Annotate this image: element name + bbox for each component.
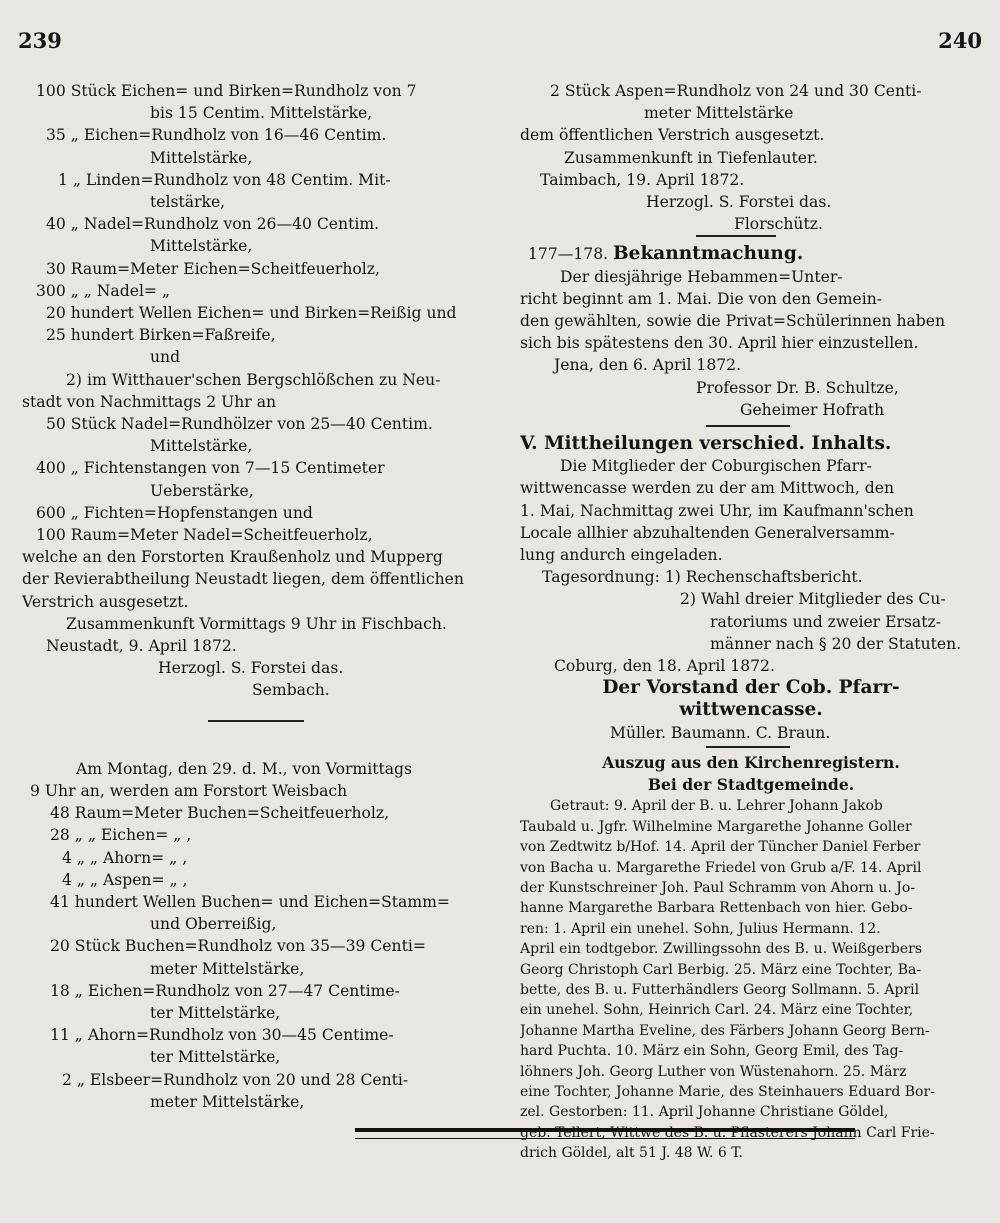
section-divider [208, 720, 304, 722]
text-line: 28 „ „ Eichen= „ , [50, 826, 192, 845]
board-title: Der Vorstand der Cob. Pfarr- [602, 677, 900, 699]
text-line: 4 „ „ Aspen= „ , [62, 870, 188, 889]
text-line: 2 Stück Aspen=Rundholz von 24 und 30 Centi- [550, 82, 922, 100]
text-line: Locale allhier abzuhaltenden Generalversamm- [520, 523, 895, 542]
notice-number: 177—178. [528, 245, 609, 264]
text-line: und [150, 348, 181, 367]
dateline: Taimbach, 19. April 1872. [540, 170, 745, 189]
signature-office: Herzogl. S. Forstei das. [646, 193, 832, 212]
text-line: meter Mittelstärke, [150, 1092, 305, 1111]
text-line: 18 „ Eichen=Rundholz von 27—47 Centime- [50, 981, 400, 1000]
text-line: 300 „ „ Nadel= „ [36, 281, 171, 300]
text-line: 1. Mai, Nachmittag zwei Uhr, im Kaufmann'schen [520, 501, 914, 520]
signature-name: Professor Dr. B. Schultze, [696, 378, 899, 397]
agenda-line: Tagesordnung: 1) Rechenschaftsbericht. [542, 568, 863, 587]
text-line: telstärke, [150, 193, 226, 212]
board-names: Müller. Baumann. C. Braun. [610, 723, 831, 742]
register-title: Auszug aus den Kirchenregistern. [602, 752, 900, 772]
dateline: Coburg, den 18. April 1872. [554, 657, 775, 676]
text-line: 41 hundert Wellen Buchen= und Eichen=Stamm= [50, 892, 450, 911]
agenda-line: ratoriums und zweier Ersatz- [710, 612, 941, 631]
text-line: ter Mittelstärke, [150, 1003, 281, 1022]
text-line: 25 hundert Birken=Faßreife, [46, 326, 276, 345]
text-line: 40 „ Nadel=Rundholz von 26—40 Centim. [46, 215, 380, 234]
text-line: bis 15 Centim. Mittelstärke, [150, 104, 373, 123]
text-line: richt beginnt am 1. Mai. Die von den Gemein- [520, 289, 883, 308]
register-line: zel. Gestorben: 11. April Johanne Christiane Göldel, [520, 1104, 889, 1121]
section-divider [696, 235, 776, 237]
register-line: löhners Joh. Georg Luther von Wüstenahorn. 25. März [520, 1063, 907, 1080]
register-line: Getraut: 9. April der B. u. Lehrer Johann Jakob [550, 798, 883, 815]
text-line: dem öffentlichen Verstrich ausgesetzt. [520, 126, 825, 145]
text-line: 100 Stück Eichen= und Birken=Rundholz von 7 [36, 82, 417, 100]
weisbach-auction-list [22, 758, 492, 1113]
text-line: Der diesjährige Hebammen=Unter- [560, 267, 843, 286]
text-line: 20 Stück Buchen=Rundholz von 35—39 Centi= [50, 937, 426, 956]
agenda-line: männer nach § 20 der Statuten. [710, 634, 962, 653]
text-line: und Oberreißig, [150, 915, 277, 934]
register-line: ren: 1. April ein unehel. Sohn, Julius Hermann. 12. [520, 920, 881, 937]
signature-office: Herzogl. S. Forstei das. [158, 659, 344, 678]
text-line: ter Mittelstärke, [150, 1048, 281, 1067]
page-number-right: 240 [938, 28, 982, 53]
closing-double-rule-thin [355, 1138, 855, 1139]
text-line: Zusammenkunft Vormittags 9 Uhr in Fischbach. [66, 614, 447, 633]
notice-heading [520, 243, 982, 265]
register-line: April ein todtgebor. Zwillingssohn des B. u. Weißgerbers [520, 941, 923, 958]
text-line: Zusammenkunft in Tiefenlauter. [564, 148, 818, 167]
text-line: 48 Raum=Meter Buchen=Scheitfeuerholz, [50, 804, 390, 823]
right-column [520, 80, 982, 1164]
text-line: 400 „ Fichtenstangen von 7—15 Centimeter [36, 459, 385, 478]
timber-auction-list [22, 80, 492, 702]
text-line: der Revierabtheilung Neustadt liegen, dem öffentlichen [22, 570, 464, 589]
closing-double-rule [355, 1128, 855, 1132]
dateline: Neustadt, 9. April 1872. [46, 637, 237, 656]
register-line: der Kunstschreiner Joh. Paul Schramm von Ahorn u. Jo- [520, 879, 916, 896]
text-line: Mittelstärke, [150, 437, 253, 456]
text-line: 11 „ Ahorn=Rundholz von 30—45 Centime- [50, 1026, 394, 1045]
text-line: 35 „ Eichen=Rundholz von 16—46 Centim. [46, 126, 387, 145]
register-line: Johanne Martha Eveline, des Färbers Johann Georg Bern- [520, 1022, 930, 1039]
text-line: sich bis spätestens den 30. April hier einzustellen. [520, 334, 919, 353]
text-line: Verstrich ausgesetzt. [22, 592, 189, 611]
text-line: 2) im Witthauer'schen Bergschlößchen zu Neu- [66, 370, 441, 389]
register-line: bette, des B. u. Futterhändlers Georg Sollmann. 5. April [520, 981, 920, 998]
text-line: Mittelstärke, [150, 237, 253, 256]
text-line: lung andurch eingeladen. [520, 546, 723, 565]
church-register-entries [520, 796, 982, 1163]
page-number-left: 239 [18, 28, 62, 53]
text-line: meter Mittelstärke [644, 104, 794, 123]
text-line: stadt von Nachmittags 2 Uhr an [22, 392, 277, 411]
text-line: Am Montag, den 29. d. M., von Vormittags [76, 759, 413, 778]
text-line: 9 Uhr an, werden am Forstort Weisbach [30, 781, 348, 800]
text-line: 20 hundert Wellen Eichen= und Birken=Reißig und [46, 304, 457, 323]
register-subtitle: Bei der Stadtgemeinde. [647, 775, 855, 795]
text-line: 600 „ Fichten=Hopfenstangen und [36, 503, 313, 522]
text-line: 30 Raum=Meter Eichen=Scheitfeuerholz, [46, 259, 380, 278]
register-line: hanne Margarethe Barbara Rettenbach von hier. Gebo- [520, 900, 913, 917]
text-line: den gewählten, sowie die Privat=Schülerinnen haben [520, 312, 946, 331]
register-line: von Zedtwitz b/Hof. 14. April der Tüncher Daniel Ferber [520, 839, 921, 856]
agenda-line: 2) Wahl dreier Mitglieder des Cu- [680, 590, 946, 609]
register-line: eine Tochter, Johanne Marie, des Steinhauers Eduard Bor- [520, 1083, 935, 1100]
text-line: 50 Stück Nadel=Rundhölzer von 25—40 Centim. [46, 415, 433, 434]
signature-name: Sembach. [252, 681, 330, 700]
text-line: 2 „ Elsbeer=Rundholz von 20 und 28 Centi- [62, 1070, 409, 1089]
aspen-auction-end [520, 80, 982, 235]
text-line: 100 Raum=Meter Nadel=Scheitfeuerholz, [36, 526, 373, 545]
text-line: Die Mitglieder der Coburgischen Pfarr- [560, 457, 872, 476]
register-line: ein unehel. Sohn, Heinrich Carl. 24. März eine Tochter, [520, 1002, 914, 1019]
text-line: 4 „ „ Ahorn= „ , [62, 848, 188, 867]
board-title: wittwencasse. [679, 699, 823, 721]
text-line: meter Mittelstärke, [150, 959, 305, 978]
text-line: welche an den Forstorten Kraußenholz und Mupperg [22, 548, 443, 567]
notice-title: Bekanntmachung. [613, 243, 804, 265]
register-line: von Bacha u. Margarethe Friedel von Grub a/F. 14. April [520, 859, 922, 876]
register-line: geb. Tellert, Wittwe des B. u. Pflasterers Johann Carl Frie- [520, 1124, 935, 1141]
signature-title: Geheimer Hofrath [740, 400, 885, 419]
signature-name: Florschütz. [734, 215, 823, 234]
text-line: Ueberstärke, [150, 481, 254, 500]
section-divider [706, 746, 790, 748]
text-line: wittwencasse werden zu der am Mittwoch, den [520, 479, 894, 498]
register-line: hard Puchta. 10. März ein Sohn, Georg Emil, des Tag- [520, 1043, 904, 1060]
left-column [22, 80, 492, 1113]
text-line: 1 „ Linden=Rundholz von 48 Centim. Mit- [58, 170, 391, 189]
dateline: Jena, den 6. April 1872. [554, 356, 742, 375]
register-line: Taubald u. Jgfr. Wilhelmine Margarethe Johanne Goller [520, 818, 912, 835]
text-line: Mittelstärke, [150, 148, 253, 167]
register-line: Georg Christoph Carl Berbig. 25. März eine Tochter, Ba- [520, 961, 922, 978]
section-title: V. Mittheilungen verschied. Inhalts. [520, 433, 892, 455]
section-divider [706, 425, 790, 427]
register-line: drich Göldel, alt 51 J. 48 W. 6 T. [520, 1145, 743, 1162]
